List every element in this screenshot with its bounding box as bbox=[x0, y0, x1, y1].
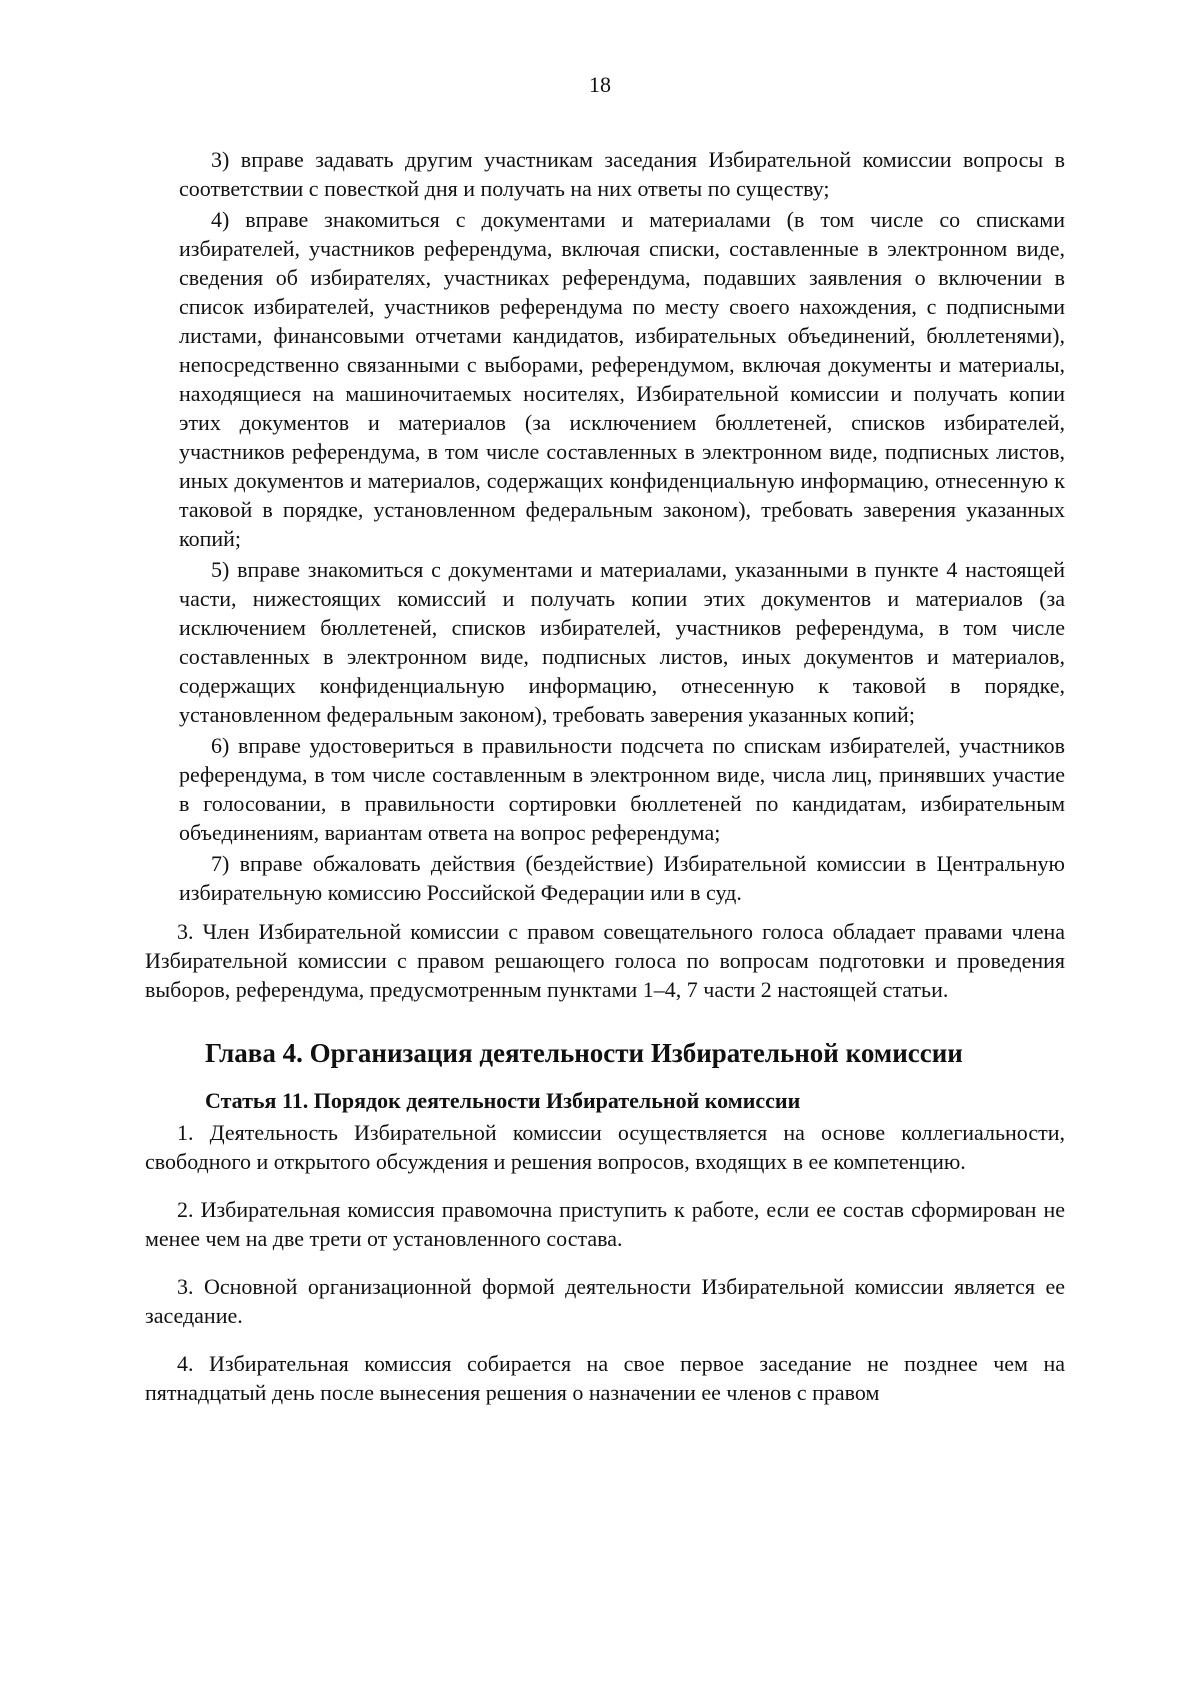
paragraph-part-3: 3. Член Избирательной комиссии с правом совещательного голоса обладает правами члена Избирательной комиссии с правом решающего голоса по вопросам подготовки и проведения выборов, референдума, предусмотренным пунктами 1–4, 7 части 2 настоящей статьи. bbox=[145, 919, 1065, 1002]
sub-item-5: 5) вправе знакомиться с документами и материалами, указанными в пункте 4 настоящей части, нижестоящих комиссий и получать копии этих документов и материалов (за исключением бюллетеней, списков избирателей, участников референдума, в том числе составленных в электронном виде, подписных листов, иных документов и материалов, содержащих конфиденциальную информацию, отнесенную к таковой в порядке, установленном федеральным законом), требовать заверения указанных копий; bbox=[179, 557, 1065, 727]
sub-item-7: 7) вправе обжаловать действия (бездействие) Избирательной комиссии в Центральную избирательную комиссию Российской Федерации или в суд. bbox=[179, 851, 1065, 905]
article-paragraph-4: 4. Избирательная комиссия собирается на свое первое заседание не позднее чем на пятнадцатый день после вынесения решения о назначении ее членов с правом bbox=[145, 1351, 1065, 1405]
sub-item-4: 4) вправе знакомиться с документами и материалами (в том числе со списками избирателей, участников референдума, включая списки, составленные в электронном виде, сведения об избирателях, участниках референдума, подавших заявления о включении в список избирателей, участников референдума по месту своего нахождения, с подписными листами, финансовыми отчетами кандидатов, избирательных объединений, бюллетенями), непосредственно связанными с выборами, референдумом, включая документы и материалы, находящиеся на машиночитаемых носителях, Избирательной комиссии и получать копии этих документов и материалов (за исключением бюллетеней, списков избирателей, участников референдума, в том числе составленных в электронном виде, подписных листов, иных документов и материалов, содержащих конфиденциальную информацию, отнесенную к таковой в порядке, установленном федеральным законом), требовать заверения указанных копий; bbox=[179, 207, 1065, 551]
article-paragraph-3: 3. Основной организационной формой деятельности Избирательной комиссии является ее заседание. bbox=[145, 1274, 1065, 1328]
page-number: 18 bbox=[589, 72, 611, 97]
sub-item-6: 6) вправе удостовериться в правильности подсчета по спискам избирателей, участников референдума, в том числе составленным в электронном виде, числа лиц, принявших участие в голосовании, в правильности сортировки бюллетеней по кандидатам, избирательным объединениям, вариантам ответа на вопрос референдума; bbox=[179, 733, 1065, 845]
article-paragraph-2: 2. Избирательная комиссия правомочна приступить к работе, если ее состав сформирован не менее чем на две трети от установленного состава. bbox=[145, 1197, 1065, 1251]
article-paragraph-1: 1. Деятельность Избирательной комиссии осуществляется на основе коллегиальности, свободного и открытого обсуждения и решения вопросов, входящих в ее компетенцию. bbox=[145, 1120, 1065, 1174]
sub-item-3: 3) вправе задавать другим участникам заседания Избирательной комиссии вопросы в соответствии с повесткой дня и получать на них ответы по существу; bbox=[179, 147, 1065, 201]
chapter-title: Глава 4. Организация деятельности Избирательной комиссии bbox=[205, 1038, 963, 1068]
document-body bbox=[145, 145, 1065, 1407]
article-title: Статья 11. Порядок деятельности Избирательной комиссии bbox=[205, 1088, 801, 1113]
